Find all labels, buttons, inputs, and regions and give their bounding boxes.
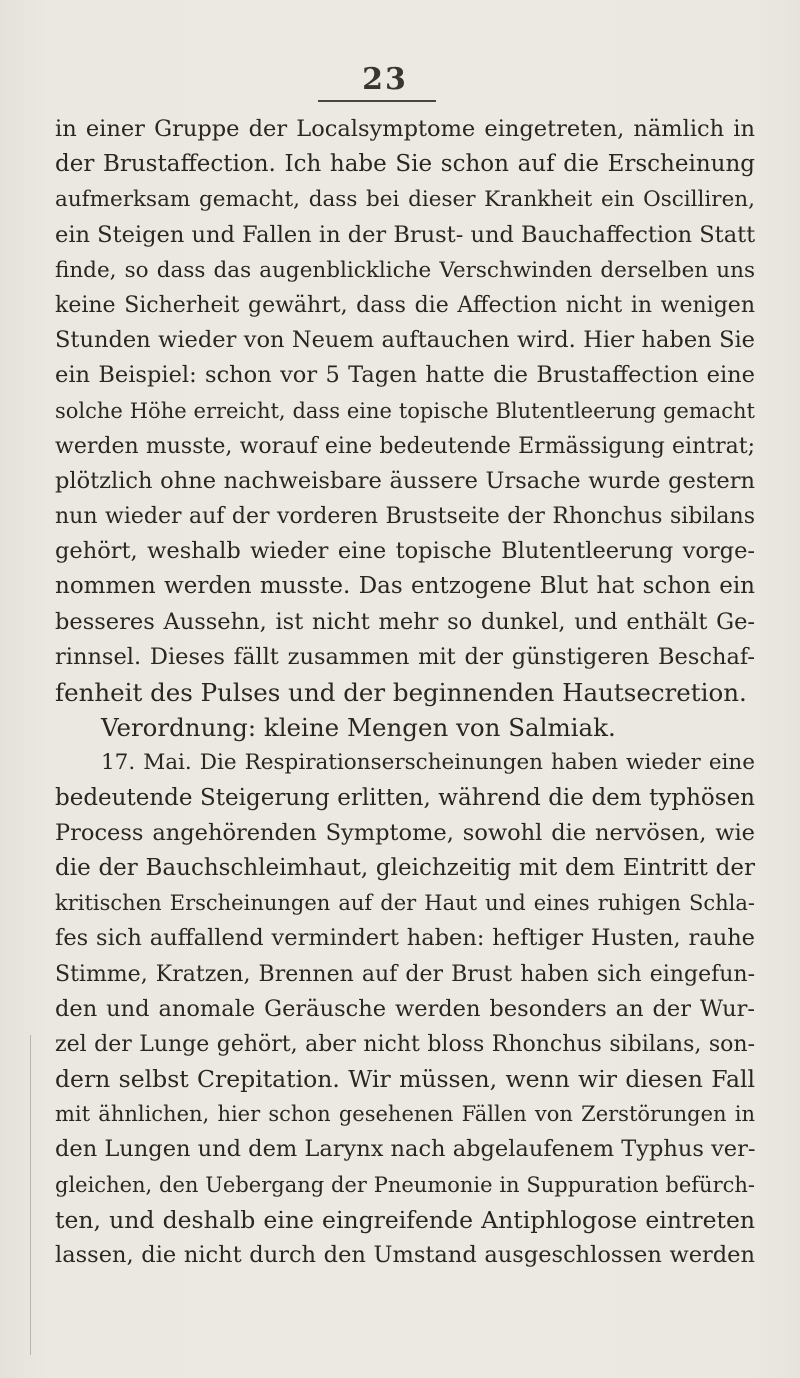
body-text <box>55 112 755 1273</box>
text-line: plötzlich ohne nachweisbare äussere Ursache wurde gestern <box>55 467 755 494</box>
text-line: Stunden wieder von Neuem auftauchen wird. Hier haben Sie <box>55 327 755 354</box>
text-line: solche Höhe erreicht, dass eine topische Blutentleerung gemacht <box>55 398 755 423</box>
text-line: fenheit des Pulses und der beginnenden Hautsecretion. <box>55 678 747 707</box>
text-line: rinnsel. Dieses fällt zusammen mit der günstigeren Beschaf- <box>55 643 755 670</box>
text-line: die der Bauchschleimhaut, gleichzeitig mit dem Eintritt der <box>55 854 755 881</box>
text-line: Verordnung: kleine Mengen von Salmiak. <box>101 713 616 743</box>
text-line: Stimme, Kratzen, Brennen auf der Brust haben sich eingefun- <box>55 961 755 987</box>
text-line: dern selbst Crepitation. Wir müssen, wenn wir diesen Fall <box>55 1065 755 1094</box>
page-number-underline <box>318 100 436 102</box>
text-line: keine Sicherheit gewährt, dass die Affection nicht in wenigen <box>55 292 755 318</box>
text-line: aufmerksam gemacht, dass bei dieser Krankheit ein Oscilliren, <box>55 187 755 213</box>
text-line: gehört, weshalb wieder eine topische Blutentleerung vorge- <box>55 538 755 565</box>
text-line: den Lungen und dem Larynx nach abgelaufenem Typhus ver- <box>55 1136 755 1163</box>
text-line: kritischen Erscheinungen auf der Haut und eines ruhigen Schla- <box>55 891 755 916</box>
text-line: fes sich auffallend vermindert haben: heftiger Husten, rauhe <box>55 925 755 952</box>
text-line: bedeutende Steigerung erlitten, während die dem typhösen <box>55 784 755 811</box>
text-line: mit ähnlichen, hier schon gesehenen Fällen von Zerstörungen in <box>55 1102 755 1127</box>
text-line: der Brustaffection. Ich habe Sie schon auf die Erscheinung <box>55 151 755 178</box>
text-line: ein Beispiel: schon vor 5 Tagen hatte die Brustaffection eine <box>55 362 755 389</box>
text-line: in einer Gruppe der Localsymptome eingetreten, nämlich in <box>55 116 755 142</box>
text-line: Process angehörenden Symptome, sowohl die nervösen, wie <box>55 819 755 846</box>
text-line: 17. Mai. Die Respirationserscheinungen haben wieder eine <box>101 750 755 776</box>
text-line: lassen, die nicht durch den Umstand ausgeschlossen werden <box>55 1242 755 1268</box>
text-line: besseres Aussehn, ist nicht mehr so dunkel, und enthält Ge- <box>55 608 755 635</box>
text-line: ten, und deshalb eine eingreifende Antiphlogose eintreten <box>55 1205 755 1234</box>
text-line: ein Steigen und Fallen in der Brust- und Bauchaffection Statt <box>55 221 755 248</box>
binding-edge-line <box>30 1035 31 1355</box>
text-line: gleichen, den Uebergang der Pneumonie in Suppuration befürch- <box>55 1172 755 1197</box>
text-line: nun wieder auf der vorderen Brustseite der Rhonchus sibilans <box>55 504 755 530</box>
text-line: zel der Lunge gehört, aber nicht bloss Rhonchus sibilans, son- <box>55 1031 755 1057</box>
text-line: werden musste, worauf eine bedeutende Ermässigung eintrat; <box>55 433 755 459</box>
text-line: finde, so dass das augenblickliche Verschwinden derselben uns <box>55 257 755 283</box>
text-line: nommen werden musste. Das entzogene Blut hat schon ein <box>55 573 755 600</box>
text-line: den und anomale Geräusche werden besonders an der Wur- <box>55 995 755 1022</box>
page-number: 23 <box>362 62 408 97</box>
